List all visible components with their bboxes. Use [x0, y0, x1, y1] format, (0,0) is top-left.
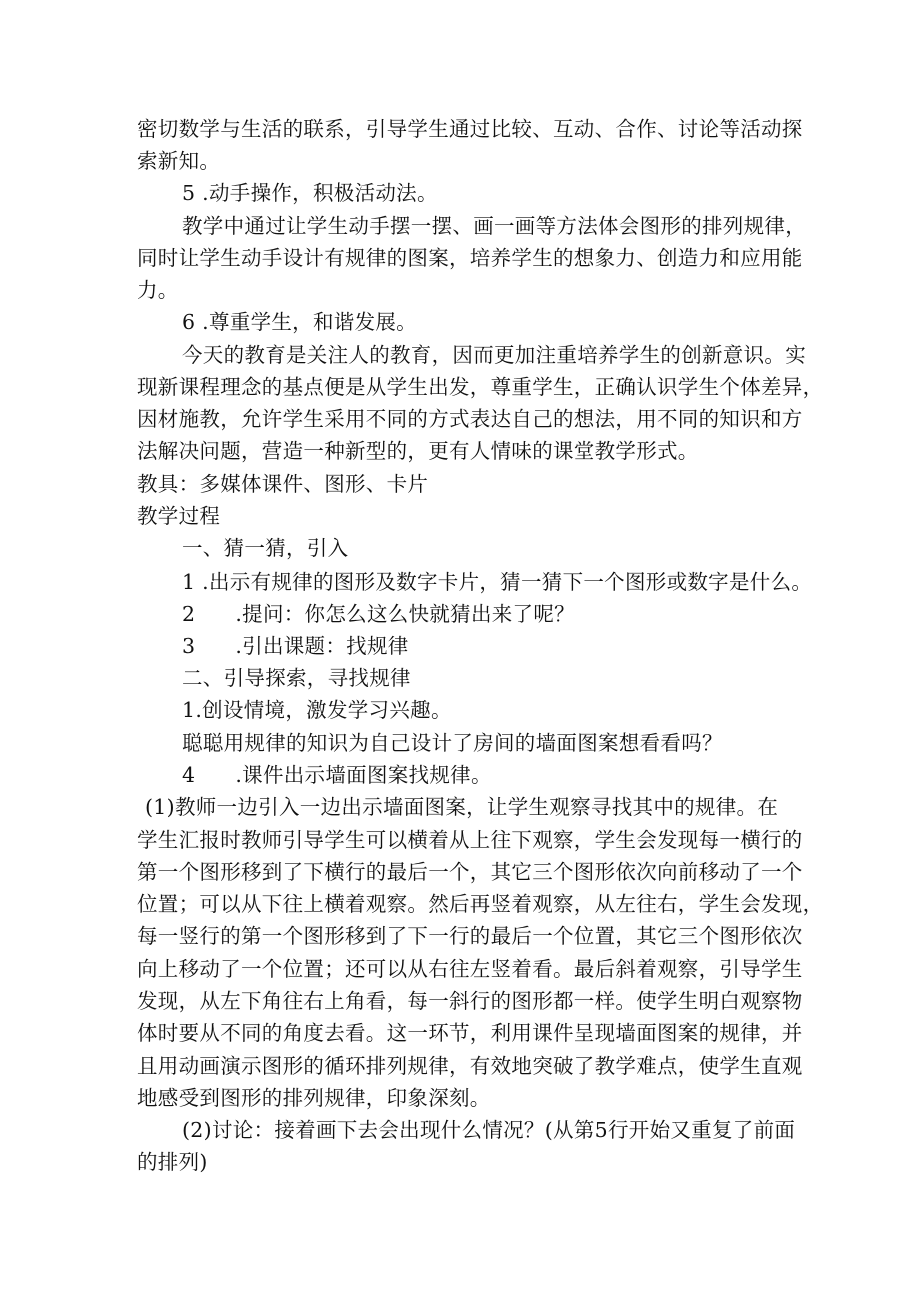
section-heading: 5 .动手操作，积极活动法。 — [182, 181, 438, 205]
teaching-aids-line: 教具：多媒体课件、图形、卡片 — [137, 472, 429, 496]
paragraph-line: 地感受到图形的排列规律，印象深刻。 — [137, 1086, 491, 1110]
list-item: 1.创设情境，激发学习兴趣。 — [182, 698, 452, 722]
paragraph-line: 的排列) — [137, 1150, 208, 1174]
paragraph-line: 密切数学与生活的联系，引导学生通过比较、互动、合作、讨论等活动探 — [137, 117, 803, 141]
list-text: .引出课题：找规律 — [235, 634, 409, 658]
paragraph-line: 力。 — [137, 278, 179, 302]
list-text: .提问：你怎么这么快就猜出来了呢？ — [235, 602, 575, 626]
list-item — [182, 759, 492, 791]
paragraph-line: 聪聪用规律的知识为自己设计了房间的墙面图案想看看吗？ — [182, 731, 723, 755]
paragraph-line: 因材施教，允许学生采用不同的方式表达自己的想法，用不同的知识和方 — [137, 407, 803, 431]
list-number: 3 — [182, 634, 196, 658]
paragraph-line: 每一竖行的第一个图形移到了下一行的最后一个位置，其它三个图形依次 — [137, 924, 803, 948]
list-number: 4 — [182, 763, 196, 787]
paragraph-line: 第一个图形移到了下横行的最后一个，其它三个图形依次向前移动了一个 — [137, 860, 803, 884]
list-item — [182, 598, 575, 630]
section-heading: 教学过程 — [137, 504, 221, 528]
section-heading: 二、引导探索，寻找规律 — [182, 666, 411, 690]
section-heading: 6 .尊重学生，和谐发展。 — [182, 310, 417, 334]
paragraph-line: 同时让学生动手设计有规律的图案，培养学生的想象力、创造力和应用能 — [137, 246, 803, 270]
list-item — [182, 630, 409, 662]
paragraph-line: 向上移动了一个位置；还可以从右往左竖着看。最后斜着观察，引导学生 — [137, 957, 803, 981]
paragraph-line: 现新课程理念的基点便是从学生出发，尊重学生，正确认识学生个体差异， — [137, 375, 824, 399]
paragraph-line: (1)教师一边引入一边出示墙面图案，让学生观察寻找其中的规律。在 — [145, 795, 779, 819]
list-text: .课件出示墙面图案找规律。 — [235, 763, 492, 787]
paragraph-line: 法解决问题，营造一种新型的，更有人情味的课堂教学形式。 — [137, 439, 699, 463]
list-number: 2 — [182, 602, 196, 626]
paragraph-line: (2)讨论：接着画下去会出现什么情况？(从第5行开始又重复了前面 — [182, 1118, 796, 1142]
paragraph-line: 学生汇报时教师引导学生可以横着从上往下观察，学生会发现每一横行的 — [137, 828, 803, 852]
paragraph-line: 发现，从左下角往右上角看，每一斜行的图形都一样。使学生明白观察物 — [137, 989, 803, 1013]
list-item: 1 .出示有规律的图形及数字卡片，猜一猜下一个图形或数字是什么。 — [182, 570, 813, 594]
paragraph-line: 索新知。 — [137, 149, 221, 173]
paragraph-line: 且用动画演示图形的循环排列规律，有效地突破了教学难点，使学生直观 — [137, 1054, 803, 1078]
paragraph-line: 体时要从不同的角度去看。这一环节，利用课件呈现墙面图案的规律，并 — [137, 1021, 803, 1045]
section-heading: 一、猜一猜，引入 — [182, 536, 349, 560]
paragraph-line: 教学中通过让学生动手摆一摆、画一画等方法体会图形的排列规律， — [182, 214, 806, 238]
paragraph-line: 位置；可以从下往上横着观察。然后再竖着观察，从左往右，学生会发现， — [137, 892, 824, 916]
paragraph-line: 今天的教育是关注人的教育，因而更加注重培养学生的创新意识。实 — [182, 343, 806, 367]
